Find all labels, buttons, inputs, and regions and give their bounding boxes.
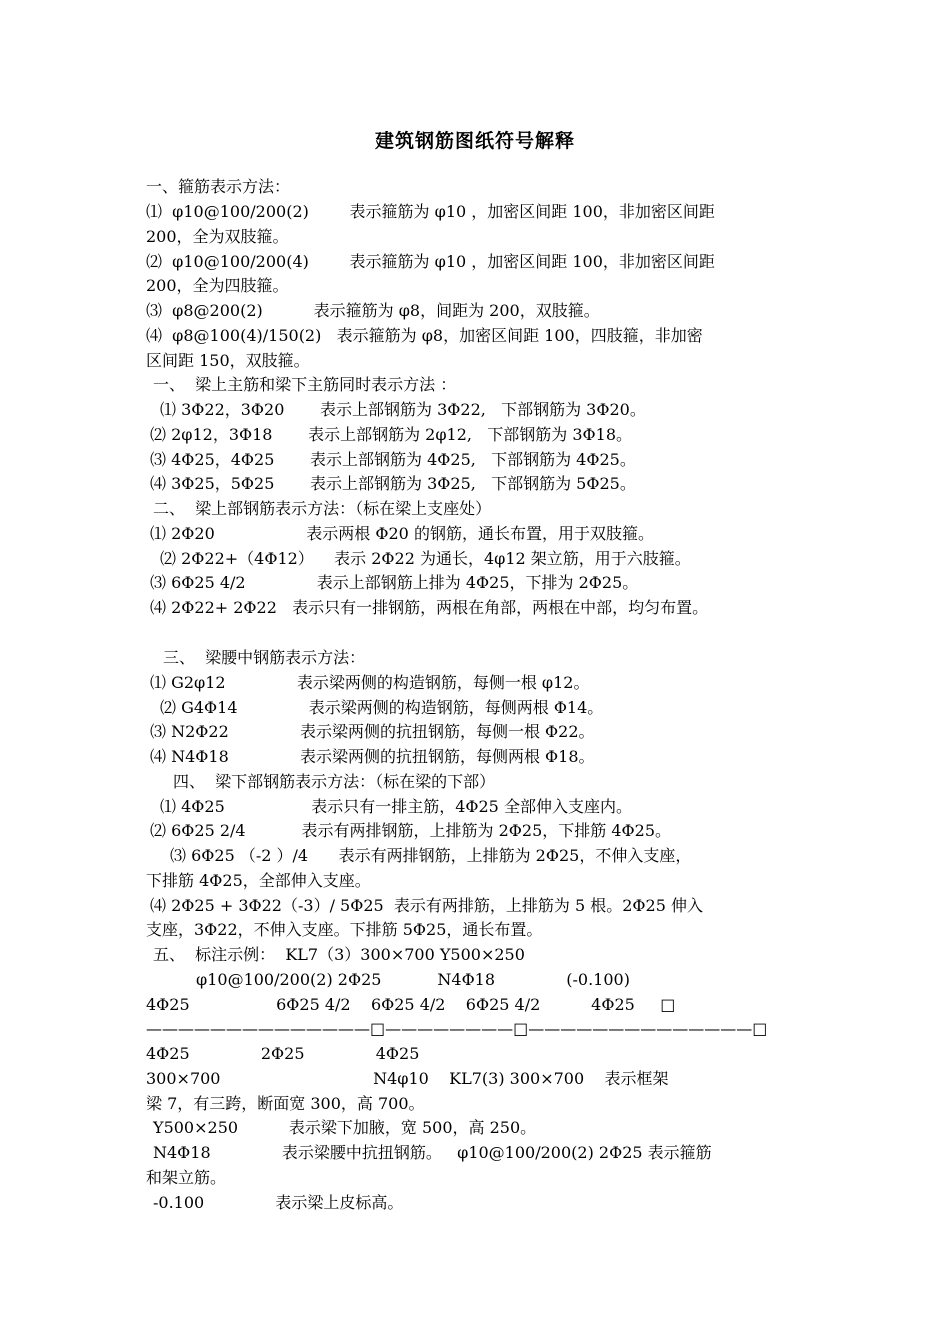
text-line: ⑶ 4Φ25，4Φ25 表示上部钢筋为 4Φ25, 下部钢筋为 4Φ25。 bbox=[150, 450, 636, 469]
text-line: ——————————————□————————□——————————————□ bbox=[146, 1019, 768, 1038]
text-line: 下排筋 4Φ25，全部伸入支座。 bbox=[146, 871, 371, 890]
text-line: ⑶ N2Φ22 表示梁两侧的抗扭钢筋，每侧一根 Φ22。 bbox=[150, 722, 595, 741]
text-line: ⑵ 2Φ22+（4Φ12） 表示 2Φ22 为通长，4φ12 架立筋，用于六肢箍。 bbox=[160, 549, 691, 568]
text-line: ⑴ φ10@100/200(2) 表示箍筋为 φ10 ，加密区间距 100，非加密区间距 bbox=[146, 202, 715, 221]
text-line: ⑷ φ8@100(4)/150(2) 表示箍筋为 φ8，加密区间距 100，四肢箍，非加密 bbox=[146, 326, 703, 345]
text-line: ⑵ 6Φ25 2/4 表示有两排钢筋，上排筋为 2Φ25，下排筋 4Φ25。 bbox=[150, 821, 672, 840]
text-line: ⑷ 3Φ25，5Φ25 表示上部钢筋为 3Φ25, 下部钢筋为 5Φ25。 bbox=[150, 474, 636, 493]
text-line: ⑷ N4Φ18 表示梁两侧的抗扭钢筋，每侧两根 Φ18。 bbox=[150, 747, 595, 766]
text-line: 一、箍筋表示方法： bbox=[146, 177, 291, 196]
text-line: 二、 梁上部钢筋表示方法：（标在梁上支座处） bbox=[153, 499, 492, 518]
text-line: ⑴ G2φ12 表示梁两侧的构造钢筋，每侧一根 φ12。 bbox=[150, 673, 590, 692]
text-line: 四、 梁下部钢筋表示方法：（标在梁的下部） bbox=[173, 772, 496, 791]
text-line: ⑷ 2Φ22+ 2Φ22 表示只有一排钢筋，两根在角部，两根在中部，均匀布置。 bbox=[150, 598, 709, 617]
text-line: -0.100 表示梁上皮标高。 bbox=[153, 1193, 404, 1212]
text-line: 200，全为双肢箍。 bbox=[146, 227, 289, 246]
text-line: ⑷ 2Φ25 + 3Φ22（-3）/ 5Φ25 表示有两排筋，上排筋为 5 根。2Φ25 伸入 bbox=[150, 896, 703, 915]
text-line: ⑶ 6Φ25 （-2 ）/4 表示有两排钢筋，上排筋为 2Φ25，不伸入支座， bbox=[170, 846, 692, 865]
text-line: ⑵ φ10@100/200(4) 表示箍筋为 φ10 ，加密区间距 100，非加密区间距 bbox=[146, 252, 715, 271]
text-line: 4Φ25 6Φ25 4/2 6Φ25 4/2 6Φ25 4/2 4Φ25 □ bbox=[146, 995, 676, 1014]
text-line: 三、 梁腰中钢筋表示方法： bbox=[163, 648, 366, 667]
text-line: ⑴ 4Φ25 表示只有一排主筋，4Φ25 全部伸入支座内。 bbox=[160, 797, 632, 816]
text-line: φ10@100/200(2) 2Φ25 N4Φ18 (-0.100) bbox=[196, 970, 630, 989]
text-line: ⑶ 6Φ25 4/2 表示上部钢筋上排为 4Φ25，下排为 2Φ25。 bbox=[150, 573, 639, 592]
text-line: 一、 梁上主筋和梁下主筋同时表示方法 ： bbox=[153, 375, 457, 394]
text-line: ⑴ 3Φ22，3Φ20 表示上部钢筋为 3Φ22, 下部钢筋为 3Φ20。 bbox=[160, 400, 646, 419]
document-title: 建筑钢筋图纸符号解释 bbox=[374, 130, 575, 152]
text-line: 4Φ25 2Φ25 4Φ25 bbox=[146, 1044, 420, 1063]
text-line: 和架立筋。 bbox=[146, 1168, 227, 1187]
text-line: 300×700 N4φ10 KL7(3) 300×700 表示框架 bbox=[146, 1069, 669, 1088]
text-line: ⑴ 2Φ20 表示两根 Φ20 的钢筋，通长布置，用于双肢箍。 bbox=[150, 524, 654, 543]
text-line: ⑵ 2φ12，3Φ18 表示上部钢筋为 2φ12, 下部钢筋为 3Φ18。 bbox=[150, 425, 633, 444]
text-line: 支座，3Φ22，不伸入支座。下排筋 5Φ25，通长布置。 bbox=[146, 920, 543, 939]
text-line: ⑶ φ8@200(2) 表示箍筋为 φ8，间距为 200，双肢箍。 bbox=[146, 301, 600, 320]
text-line: 200，全为四肢箍。 bbox=[146, 276, 289, 295]
text-line: ⑵ G4Φ14 表示梁两侧的构造钢筋，每侧两根 Φ14。 bbox=[160, 698, 604, 717]
text-line: Y500×250 表示梁下加腋，宽 500，高 250。 bbox=[153, 1118, 537, 1137]
text-line: 梁 7，有三跨，断面宽 300，高 700。 bbox=[146, 1094, 425, 1113]
text-line: 区间距 150，双肢箍。 bbox=[146, 351, 310, 370]
text-line: 五、 标注示例： KL7（3）300×700 Y500×250 bbox=[153, 945, 525, 964]
text-line: N4Φ18 表示梁腰中抗扭钢筋。 φ10@100/200(2) 2Φ25 表示箍筋 bbox=[153, 1143, 712, 1162]
